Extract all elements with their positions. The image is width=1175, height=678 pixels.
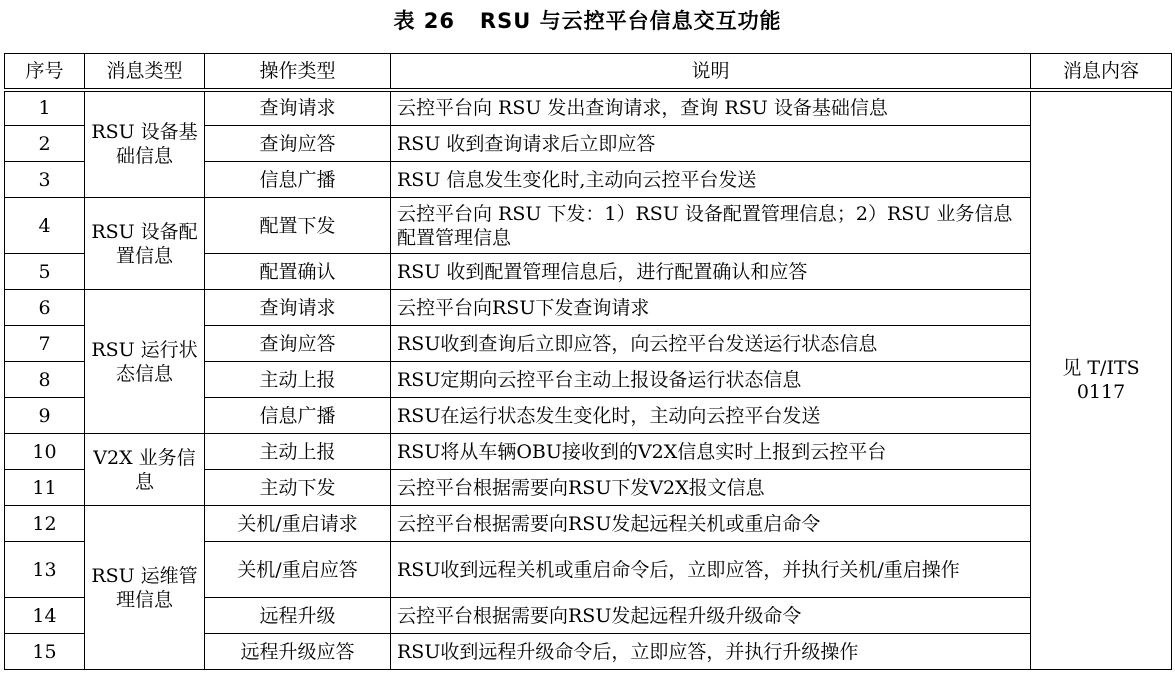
row-op: 查询请求 bbox=[205, 290, 391, 326]
message-content-ref: 见 T/ITS 0117 bbox=[1031, 90, 1172, 670]
row-desc: 云控平台向RSU下发查询请求 bbox=[391, 290, 1031, 326]
row-no: 10 bbox=[5, 434, 85, 470]
row-no: 8 bbox=[5, 362, 85, 398]
table-row bbox=[5, 290, 1172, 326]
row-op: 查询应答 bbox=[205, 126, 391, 162]
header-row bbox=[5, 54, 1172, 90]
row-desc: 云控平台根据需要向RSU下发V2X报文信息 bbox=[391, 470, 1031, 506]
row-desc: RSU将从车辆OBU接收到的V2X信息实时上报到云控平台 bbox=[391, 434, 1031, 470]
row-desc: 云控平台向 RSU 下发：1）RSU 设备配置管理信息；2）RSU 业务信息配置管理信息 bbox=[391, 198, 1031, 254]
row-desc: RSU收到查询后立即应答，向云控平台发送运行状态信息 bbox=[391, 326, 1031, 362]
row-desc: RSU在运行状态发生变化时，主动向云控平台发送 bbox=[391, 398, 1031, 434]
row-desc: RSU 收到查询请求后立即应答 bbox=[391, 126, 1031, 162]
row-no: 11 bbox=[5, 470, 85, 506]
row-op: 查询应答 bbox=[205, 326, 391, 362]
row-op: 配置下发 bbox=[205, 198, 391, 254]
table-row bbox=[5, 434, 1172, 470]
row-no: 3 bbox=[5, 162, 85, 198]
table-row bbox=[5, 198, 1172, 254]
row-desc: RSU 信息发生变化时,主动向云控平台发送 bbox=[391, 162, 1031, 198]
row-no: 14 bbox=[5, 598, 85, 634]
rsu-info-table bbox=[4, 53, 1172, 670]
row-no: 9 bbox=[5, 398, 85, 434]
row-op: 信息广播 bbox=[205, 162, 391, 198]
row-desc: RSU收到远程升级命令后，立即应答，并执行升级操作 bbox=[391, 634, 1031, 670]
row-op: 远程升级应答 bbox=[205, 634, 391, 670]
row-op: 主动上报 bbox=[205, 362, 391, 398]
table-caption: 表 26 RSU 与云控平台信息交互功能 bbox=[393, 9, 782, 33]
header-content: 消息内容 bbox=[1031, 54, 1172, 90]
row-no: 2 bbox=[5, 126, 85, 162]
row-no: 4 bbox=[5, 198, 85, 254]
row-desc: RSU收到远程关机或重启命令后，立即应答，并执行关机/重启操作 bbox=[391, 542, 1031, 598]
row-no: 6 bbox=[5, 290, 85, 326]
header-msg-type: 消息类型 bbox=[85, 54, 205, 90]
group-running-status-info: RSU 运行状态信息 bbox=[85, 290, 205, 434]
group-device-config-info: RSU 设备配置信息 bbox=[85, 198, 205, 290]
row-no: 12 bbox=[5, 506, 85, 542]
row-desc: 云控平台根据需要向RSU发起远程关机或重启命令 bbox=[391, 506, 1031, 542]
row-op: 查询请求 bbox=[205, 90, 391, 126]
row-desc: 云控平台根据需要向RSU发起远程升级升级命令 bbox=[391, 598, 1031, 634]
header-op-type: 操作类型 bbox=[205, 54, 391, 90]
row-op: 主动上报 bbox=[205, 434, 391, 470]
row-no: 1 bbox=[5, 90, 85, 126]
header-desc: 说明 bbox=[391, 54, 1031, 90]
row-op: 信息广播 bbox=[205, 398, 391, 434]
row-no: 15 bbox=[5, 634, 85, 670]
row-desc: RSU定期向云控平台主动上报设备运行状态信息 bbox=[391, 362, 1031, 398]
group-v2x-business-info: V2X 业务信息 bbox=[85, 434, 205, 506]
row-op: 远程升级 bbox=[205, 598, 391, 634]
row-no: 5 bbox=[5, 254, 85, 290]
row-desc: 云控平台向 RSU 发出查询请求，查询 RSU 设备基础信息 bbox=[391, 90, 1031, 126]
group-device-basic-info: RSU 设备基础信息 bbox=[85, 90, 205, 198]
row-op: 主动下发 bbox=[205, 470, 391, 506]
row-no: 7 bbox=[5, 326, 85, 362]
row-desc: RSU 收到配置管理信息后，进行配置确认和应答 bbox=[391, 254, 1031, 290]
group-ops-management-info: RSU 运维管理信息 bbox=[85, 506, 205, 670]
row-op: 关机/重启应答 bbox=[205, 542, 391, 598]
table-row bbox=[5, 90, 1172, 126]
header-no: 序号 bbox=[5, 54, 85, 90]
row-op: 配置确认 bbox=[205, 254, 391, 290]
table-row bbox=[5, 506, 1172, 542]
row-no: 13 bbox=[5, 542, 85, 598]
row-op: 关机/重启请求 bbox=[205, 506, 391, 542]
